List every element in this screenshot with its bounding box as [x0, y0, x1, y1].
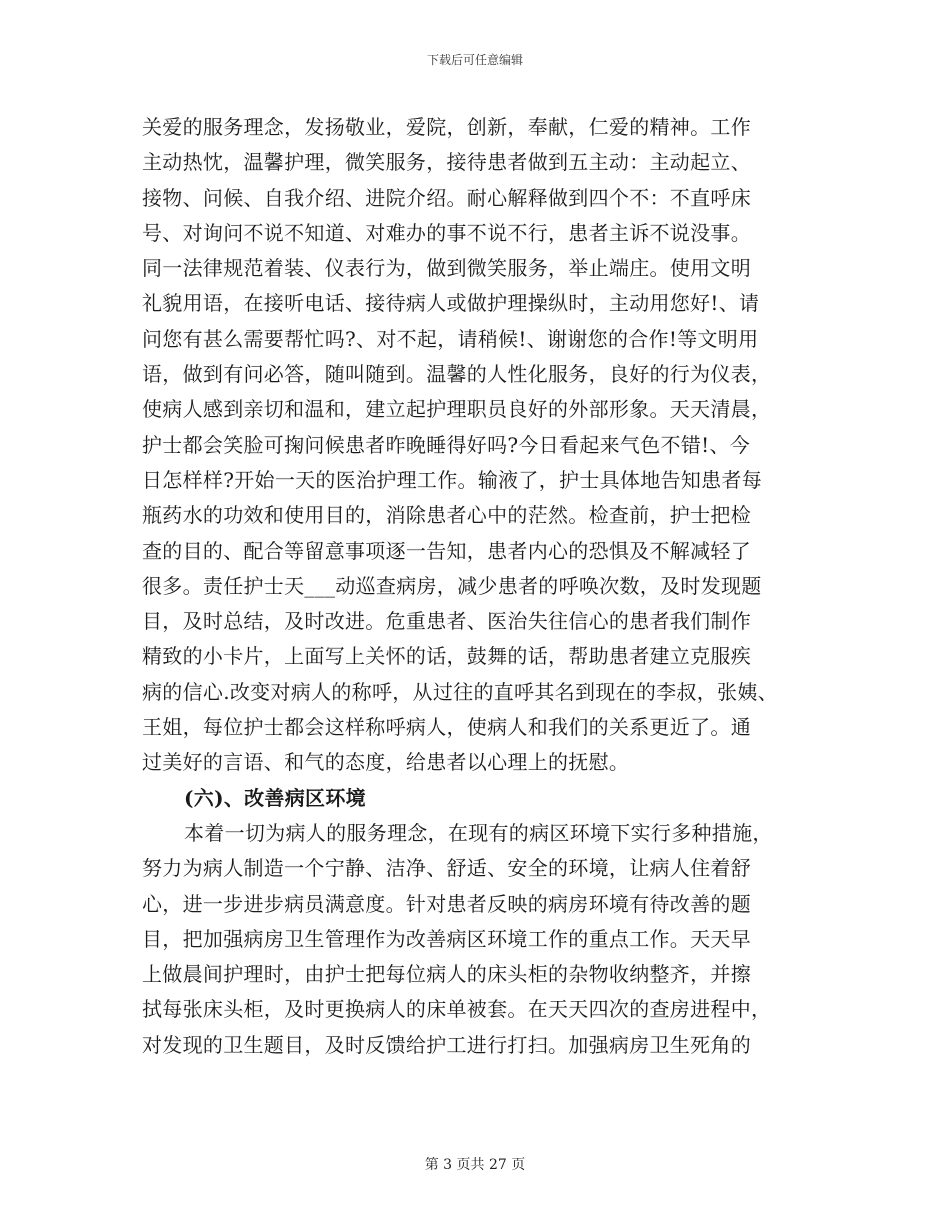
text-line: 上做晨间护理时，由护士把每位病人的床头柜的杂物收纳整齐，并擦 [142, 962, 751, 987]
text-line: 关爱的服务理念，发扬敬业，爱院，创新，奉献，仁爱的精神。工作 [142, 115, 751, 139]
text-line: 病的信心.改变对病人的称呼，从过往的直呼其名到现在的李叔，张姨、 [142, 679, 778, 704]
text-line: 接物、问候、自我介绍、进院介绍。耐心解释做到四个不：不直呼床 [142, 185, 751, 210]
text-line: 努力为病人制造一个宁静、洁净、舒适、安全的环境，让病人住着舒 [142, 856, 751, 881]
text-line: 王姐，每位护士都会这样称呼病人，使病人和我们的关系更近了。通 [142, 715, 751, 740]
text-line: 主动热忱，温馨护理，微笑服务，接待患者做到五主动：主动起立、 [142, 150, 751, 175]
text-line: 本着一切为病人的服务理念，在现有的病区环境下实行多种措施， [184, 820, 773, 845]
page-footer: 第 3 页共 27 页 [424, 1157, 526, 1173]
page-header: 下载后可任意编辑 [426, 53, 523, 67]
body-text [142, 110, 822, 1063]
text-line: 日怎样样?开始一天的医治护理工作。输液了，护士具体地告知患者每 [142, 467, 763, 492]
text-line: 语，做到有问必答，随叫随到。温馨的人性化服务，良好的行为仪表， [142, 362, 772, 387]
text-line: 号、对询问不说不知道、对难办的事不说不行，患者主诉不说没事。 [142, 220, 751, 245]
text-line: 使病人感到亲切和温和，建立起护理职员良好的外部形象。天天清晨， [142, 397, 772, 422]
text-line: 精致的小卡片，上面写上关怀的话，鼓舞的话，帮助患者建立克服疾 [142, 644, 751, 669]
text-line: 问您有甚么需要帮忙吗?、对不起，请稍候!、谢谢您的合作!等文明用 [142, 326, 759, 351]
text-line: 瓶药水的功效和使用目的，消除患者心中的茫然。检查前，护士把检 [142, 503, 751, 528]
text-line: 目，及时总结，及时改进。危重患者、医治失往信心的患者我们制作 [142, 609, 751, 634]
text-line: 目，把加强病房卫生管理作为改善病区环境工作的重点工作。天天早 [142, 926, 751, 951]
text-line: 过美好的言语、和气的态度，给患者以心理上的抚慰。 [142, 750, 630, 775]
text-line: 很多。责任护士天___动巡查病房，减少患者的呼唤次数，及时发现题 [142, 573, 762, 598]
section-heading: (六)、改善病区环境 [184, 785, 366, 810]
text-line: 护士都会笑脸可掬问候患者昨晚睡得好吗?今日看起来气色不错!、今 [142, 432, 751, 457]
text-line: 对发现的卫生题目，及时反馈给护工进行打扫。加强病房卫生死角的 [142, 1032, 751, 1057]
text-line: 查的目的、配合等留意事项逐一告知，患者内心的恐惧及不解减轻了 [142, 538, 751, 563]
text-line: 同一法律规范着装、仪表行为，做到微笑服务，举止端庄。使用文明 [142, 256, 751, 281]
text-line: 礼貌用语，在接听电话、接待病人或做护理操纵时，主动用您好!、请 [142, 291, 760, 316]
text-line: 心，进一步进步病员满意度。针对患者反映的病房环境有待改善的题 [142, 891, 751, 916]
text-line: 拭每张床头柜，及时更换病人的床单被套。在天天四次的查房进程中， [142, 997, 772, 1022]
